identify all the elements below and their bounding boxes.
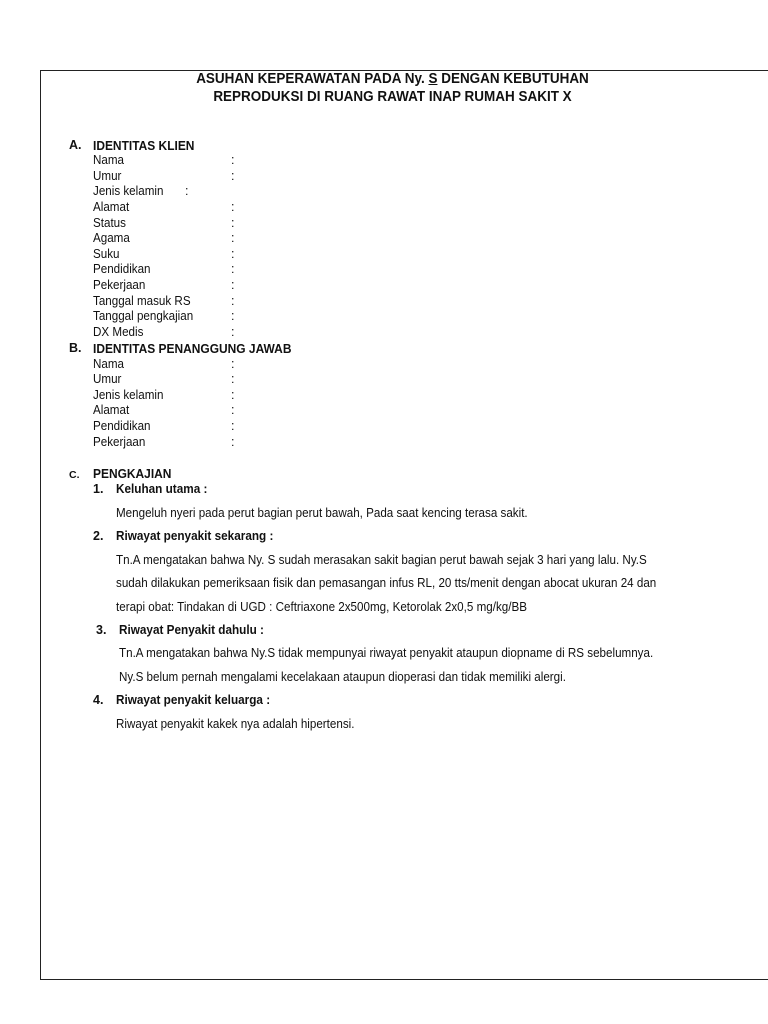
item-paragraph-line: Mengeluh nyeri pada perut bagian perut bawah, Pada saat kencing terasa sakit. (116, 506, 528, 520)
item-paragraph-line: Tn.A mengatakan bahwa Ny. S sudah merasakan sakit bagian perut bawah sejak 3 hari yang lalu. Ny.S (116, 553, 647, 567)
item-number: 2. (93, 529, 104, 543)
field-colon: : (231, 435, 235, 449)
field-colon: : (231, 216, 235, 230)
field-label: Agama (93, 231, 130, 245)
field-colon: : (185, 184, 189, 198)
item-number: 4. (93, 693, 104, 707)
item-title: Riwayat Penyakit dahulu : (119, 623, 264, 637)
field-label: Pendidikan (93, 419, 151, 433)
document-title-line-1 (65, 70, 721, 88)
field-colon: : (231, 372, 235, 386)
title-text: DENGAN KEBUTUHAN (437, 71, 589, 87)
title-text: ASUHAN KEPERAWATAN PADA Ny. (196, 71, 429, 87)
item-paragraph-line: Ny.S belum pernah mengalami kecelakaan ataupun dioperasi dan tidak memiliki alergi. (119, 670, 566, 684)
section-b-letter: B. (69, 341, 82, 355)
section-c-letter: C. (69, 469, 80, 481)
field-colon: : (231, 262, 235, 276)
field-label: Suku (93, 247, 120, 261)
section-c-heading: PENGKAJIAN (93, 466, 172, 481)
field-label: Jenis kelamin (93, 388, 164, 402)
field-label: Jenis kelamin (93, 184, 164, 198)
item-paragraph-line: sudah dilakukan pemeriksaan fisik dan pemasangan infus RL, 20 tts/menit dengan abocat ukuran 24 dan (116, 576, 657, 590)
item-title: Riwayat penyakit keluarga : (116, 693, 271, 707)
field-label: Umur (93, 169, 122, 183)
field-colon: : (231, 388, 235, 402)
field-label: Nama (93, 153, 125, 167)
field-label: DX Medis (93, 325, 144, 339)
title-underlined-initial: S (428, 71, 438, 87)
field-label: Tanggal pengkajian (93, 309, 194, 323)
field-label: Alamat (93, 403, 130, 417)
field-colon: : (231, 247, 235, 261)
item-number: 1. (93, 482, 104, 496)
field-colon: : (231, 403, 235, 417)
section-a-letter: A. (69, 138, 82, 152)
document-title-line-2: REPRODUKSI DI RUANG RAWAT INAP RUMAH SAKIT X (213, 89, 572, 105)
field-colon: : (231, 278, 235, 292)
field-label: Nama (93, 357, 125, 371)
field-colon: : (231, 325, 235, 339)
field-colon: : (231, 309, 235, 323)
item-paragraph-line: Tn.A mengatakan bahwa Ny.S tidak mempunyai riwayat penyakit ataupun diopname di RS sebelumnya. (119, 646, 654, 660)
page-frame (40, 70, 768, 980)
field-label: Umur (93, 372, 122, 386)
field-colon: : (231, 169, 235, 183)
item-title: Riwayat penyakit sekarang : (116, 529, 274, 543)
field-colon: : (231, 294, 235, 308)
item-title: Keluhan utama : (116, 482, 208, 496)
section-a-heading: IDENTITAS KLIEN (93, 138, 195, 153)
field-colon: : (231, 419, 235, 433)
field-label: Pendidikan (93, 262, 151, 276)
field-label: Status (93, 216, 126, 230)
field-colon: : (231, 153, 235, 167)
field-colon: : (231, 200, 235, 214)
section-b-heading: IDENTITAS PENANGGUNG JAWAB (93, 341, 292, 356)
field-label: Alamat (93, 200, 130, 214)
field-label: Pekerjaan (93, 435, 146, 449)
item-number: 3. (96, 623, 107, 637)
item-paragraph-line: terapi obat: Tindakan di UGD : Ceftriaxone 2x500mg, Ketorolak 2x0,5 mg/kg/BB (116, 600, 527, 614)
item-paragraph-line: Riwayat penyakit kakek nya adalah hipertensi. (116, 717, 355, 731)
field-colon: : (231, 357, 235, 371)
field-label: Tanggal masuk RS (93, 294, 191, 308)
field-colon: : (231, 231, 235, 245)
field-label: Pekerjaan (93, 278, 146, 292)
